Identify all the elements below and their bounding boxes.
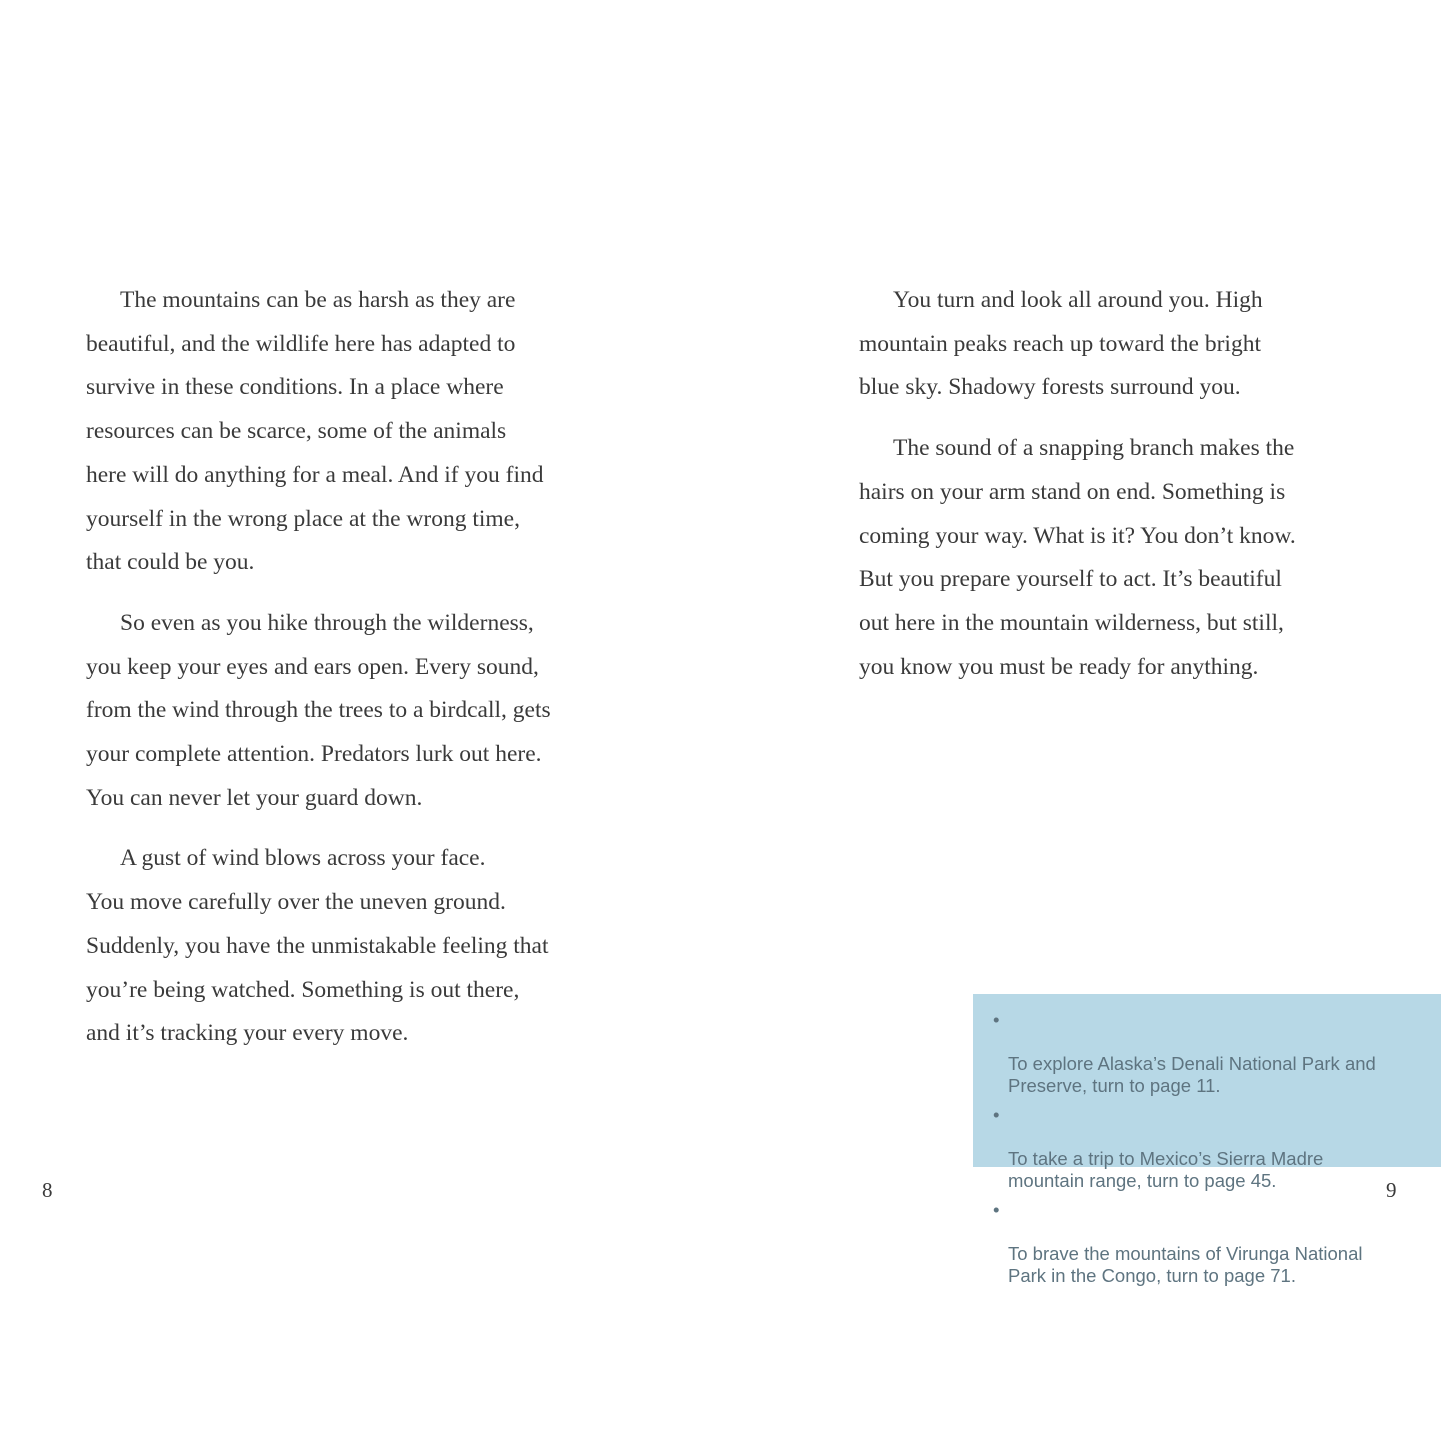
paragraph: The mountains can be as harsh as they are beautiful, and the wildlife here has adapted to survive in these conditions. In a place where resources can be scarce, some of the animals here will do anything for a meal. And if you find yourself in the wrong place at the wrong time, that could be you. — [86, 287, 544, 576]
choice-item[interactable] — [993, 1104, 1423, 1192]
choice-box — [973, 994, 1441, 1286]
page-number-right: 9 — [1386, 1178, 1397, 1202]
bullet-icon: • — [993, 1104, 1000, 1125]
choice-item[interactable] — [993, 1199, 1423, 1287]
paragraph: You turn and look all around you. High mountain peaks reach up toward the bright blue sky. Shadowy forests surround you. — [859, 287, 1263, 401]
left-page-body — [86, 279, 626, 1073]
bullet-icon: • — [993, 1009, 1000, 1030]
choice-text: To brave the mountains of Virunga National Park in the Congo, turn to page 71. — [1008, 1243, 1363, 1286]
choice-item[interactable] — [993, 1009, 1423, 1097]
choice-text: To take a trip to Mexico’s Sierra Madre mountain range, turn to page 45. — [1008, 1148, 1324, 1191]
paragraph: A gust of wind blows across your face. You move carefully over the uneven ground. Suddenly, you have the unmistakable feeling that you’re being watched. Something is out there, and it’s tracking your every move. — [86, 845, 549, 1047]
choice-list — [993, 1009, 1423, 1287]
page-number-left: 8 — [42, 1178, 53, 1202]
paragraph: The sound of a snapping branch makes the hairs on your arm stand on end. Something is coming your way. What is it? You don’t know. But you prepare yourself to act. It’s beautiful out here in the mountain wilderness, but still, you know you must be ready for anything. — [859, 435, 1296, 680]
choice-text: To explore Alaska’s Denali National Park and Preserve, turn to page 11. — [1008, 1053, 1376, 1096]
bullet-icon: • — [993, 1199, 1000, 1220]
right-page-body — [859, 279, 1419, 706]
paragraph: So even as you hike through the wilderness, you keep your eyes and ears open. Every sound, from the wind through the trees to a birdcall, gets your complete attention. Predators lurk out here. You can never let your guard down. — [86, 609, 551, 811]
